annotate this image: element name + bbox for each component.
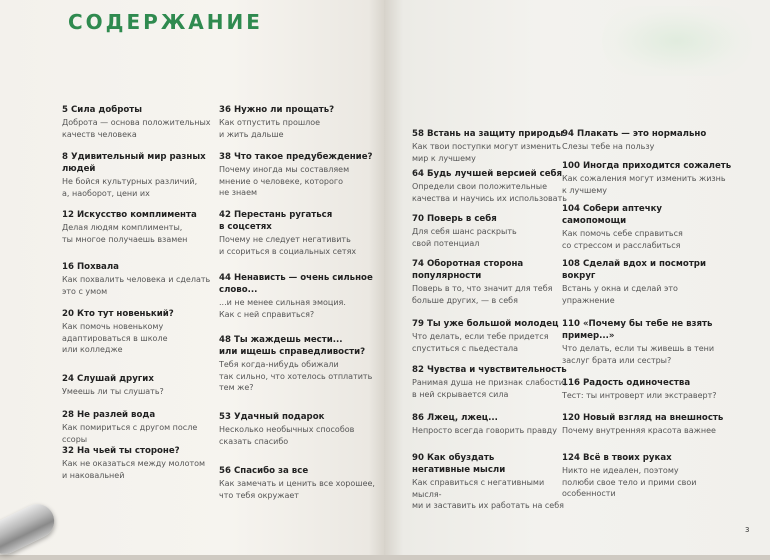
- toc-entry: [219, 465, 379, 501]
- toc-entry-description-line: ми и заставить их работать на себя: [412, 501, 564, 510]
- toc-page-number: 79: [412, 319, 424, 329]
- toc-entry-title-line: Всё в твоих руках: [582, 453, 672, 463]
- toc-page-number: 104: [562, 204, 580, 214]
- toc-entry-heading: [412, 412, 572, 424]
- toc-entry-description: [62, 321, 222, 356]
- toc-entry: [412, 258, 572, 306]
- toc-entry: [219, 272, 379, 320]
- toc-page-number: 120: [562, 413, 580, 423]
- toc-entry-title-line: в соцсетях: [219, 222, 272, 232]
- toc-entry-description-line: так сильно, что хотелось отплатить: [219, 371, 373, 381]
- page-title: СОДЕРЖАНИЕ: [68, 10, 263, 34]
- toc-entry-title-line: «Почему бы тебе не взять: [582, 319, 713, 329]
- toc-entry-description-line: Как помириться с другом после ссоры: [62, 423, 198, 444]
- toc-entry: [62, 445, 222, 481]
- toc-entry-title-line: Искусство комплимента: [76, 210, 197, 220]
- toc-entry-description-line: Как справиться с негативными мысля-: [412, 478, 545, 499]
- toc-entry: [219, 151, 379, 199]
- toc-page-number: 5: [62, 105, 68, 115]
- toc-entry-heading: [562, 128, 732, 140]
- toc-entry-description-line: Как с ней справиться?: [219, 309, 315, 319]
- toc-page-number: 56: [219, 466, 231, 476]
- toc-page-number: 28: [62, 410, 74, 420]
- toc-entry-description-line: Несколько необычных способов: [219, 425, 355, 434]
- toc-entry-description: [412, 425, 572, 437]
- toc-entry-title-line: Похвала: [76, 262, 119, 272]
- toc-entry-title-line: На чьей ты стороне?: [76, 446, 180, 456]
- toc-entry-heading: [562, 203, 732, 227]
- toc-entry-title-line: самопомощи: [562, 216, 627, 226]
- toc-page-number: 58: [412, 129, 424, 139]
- toc-entry-title-line: негативные мысли: [412, 465, 506, 475]
- toc-entry: [562, 203, 732, 251]
- toc-entry-description: [412, 477, 572, 512]
- toc-entry-description-line: больше других, — в себя: [412, 295, 518, 305]
- toc-entry-description-line: качеств человека: [62, 129, 137, 139]
- toc-entry: [412, 318, 572, 354]
- toc-page-number: 100: [562, 161, 580, 171]
- toc-entry-title-line: Ненависть — очень сильное: [233, 273, 373, 283]
- toc-entry-description-line: Как сожаления могут изменить жизнь: [562, 174, 726, 183]
- toc-entry: [62, 308, 222, 356]
- toc-page-number: 8: [62, 152, 68, 162]
- toc-entry-heading: [219, 334, 379, 358]
- toc-entry-heading: [219, 151, 379, 163]
- toc-entry-description-line: спуститься с пьедестала: [412, 343, 518, 353]
- toc-page-number: 124: [562, 453, 580, 463]
- toc-entry-description-line: Слезы тебе на пользу: [562, 142, 655, 151]
- toc-entry-description: [562, 141, 732, 153]
- toc-entry-description-line: Как не оказаться между молотом: [62, 459, 206, 468]
- toc-entry-description-line: Как помочь себе справиться: [562, 229, 683, 238]
- toc-entry-title-line: пример...»: [562, 331, 615, 341]
- toc-entry-description-line: и жить дальше: [219, 129, 284, 139]
- toc-entry-title-line: Сила доброты: [70, 105, 143, 115]
- toc-entry-description-line: Почему внутренняя красота важнее: [562, 426, 716, 435]
- toc-entry-description-line: заслуг брата или сестры?: [562, 355, 672, 365]
- toc-entry-description-line: и ссориться в социальных сетях: [219, 246, 357, 256]
- toc-entry: [219, 209, 379, 257]
- toc-entry-description-line: Ранимая душа не признак слабости,: [412, 378, 567, 387]
- toc-entry-description-line: Умеешь ли ты слушать?: [62, 387, 164, 396]
- toc-entry-description-line: особенности: [562, 489, 616, 498]
- toc-entry-heading: [562, 452, 732, 464]
- toc-entry-description: [219, 234, 379, 257]
- toc-entry-heading: [62, 209, 222, 221]
- toc-entry-description: [562, 390, 732, 402]
- toc-entry-description-line: что тебя окружает: [219, 490, 299, 500]
- toc-entry-heading: [412, 258, 572, 282]
- toc-entry-description-line: Поверь в то, что значит для тебя: [412, 284, 553, 293]
- toc-page-number: 24: [62, 374, 74, 384]
- toc-entry-description-line: это с умом: [62, 286, 108, 296]
- toc-entry: [219, 334, 379, 394]
- page-number: 3: [745, 526, 750, 534]
- toc-page-number: 110: [562, 319, 580, 329]
- toc-entry-heading: [412, 168, 572, 180]
- toc-entry-title-line: Не разлей вода: [76, 410, 156, 420]
- toc-entry: [562, 160, 732, 196]
- toc-entry-description: [62, 274, 222, 297]
- toc-entry-description-line: со стрессом и расслабиться: [562, 240, 681, 250]
- toc-entry-title-line: слово...: [219, 285, 258, 295]
- toc-entry-title-line: Нужно ли прощать?: [233, 105, 335, 115]
- toc-entry-description-line: Как отпустить прошлое: [219, 118, 321, 127]
- toc-entry-description-line: а, наоборот, цени их: [62, 188, 150, 198]
- toc-entry-description-line: свой потенциал: [412, 238, 480, 248]
- toc-entry: [62, 209, 222, 245]
- toc-entry-description: [412, 141, 572, 164]
- toc-entry-description-line: Тест: ты интроверт или экстраверт?: [562, 391, 717, 400]
- toc-entry-description-line: Непросто всегда говорить правду: [412, 426, 557, 435]
- toc-entry-title-line: или ищешь справедливости?: [219, 347, 366, 357]
- toc-entry-heading: [562, 258, 732, 282]
- toc-entry-title-line: Ты уже большой молодец: [426, 319, 559, 329]
- toc-entry-description-line: адаптироваться в школе: [62, 333, 168, 343]
- toc-entry-description: [62, 386, 222, 398]
- toc-entry-heading: [219, 209, 379, 233]
- toc-entry: [62, 151, 222, 199]
- toc-entry-title-line: Собери аптечку: [582, 204, 663, 214]
- toc-entry-description-line: Как твои поступки могут изменить: [412, 142, 561, 151]
- toc-entry-description-line: или колледже: [62, 345, 123, 354]
- toc-page-number: 20: [62, 309, 74, 319]
- toc-entry-description-line: полюби свое тело и прими свои: [562, 477, 697, 487]
- toc-page-number: 16: [62, 262, 74, 272]
- toc-entry: [62, 373, 222, 398]
- toc-entry-heading: [412, 452, 572, 476]
- toc-entry-title-line: Встань на защиту природы: [426, 129, 564, 139]
- toc-entry: [412, 364, 572, 400]
- toc-entry-heading: [62, 151, 222, 175]
- toc-entry-title-line: вокруг: [562, 271, 596, 281]
- toc-entry-title-line: Лжец, лжец...: [426, 413, 498, 423]
- toc-entry-description: [62, 176, 222, 199]
- toc-entry-description: [412, 283, 572, 306]
- toc-page-number: 32: [62, 446, 74, 456]
- toc-entry-description: [62, 458, 222, 481]
- toc-entry-description-line: Никто не идеален, поэтому: [562, 466, 679, 475]
- toc-entry-title-line: Радость одиночества: [582, 378, 691, 388]
- toc-entry-heading: [62, 261, 222, 273]
- toc-entry-description-line: Не бойся культурных различий,: [62, 177, 198, 186]
- toc-entry-heading: [219, 465, 379, 477]
- toc-entry-description-line: Доброта — основа положительных: [62, 118, 211, 127]
- toc-entry-description-line: ты многое получаешь взамен: [62, 234, 188, 244]
- toc-entry: [412, 213, 572, 249]
- toc-entry-description: [62, 422, 222, 445]
- toc-entry-description: [562, 465, 732, 500]
- toc-entry-heading: [562, 377, 732, 389]
- toc-entry-description: [562, 173, 732, 196]
- toc-entry-description: [62, 222, 222, 245]
- toc-entry-description-line: Встань у окна и сделай это: [562, 284, 678, 293]
- toc-entry-heading: [62, 373, 222, 385]
- toc-page-number: 12: [62, 210, 74, 220]
- toc-entry-heading: [412, 128, 572, 140]
- toc-entry: [219, 411, 379, 447]
- toc-entry-heading: [62, 104, 222, 116]
- toc-entry: [562, 412, 732, 437]
- toc-entry-title-line: Ты жаждешь мести...: [233, 335, 343, 345]
- toc-entry-description-line: не знаем: [219, 188, 258, 197]
- toc-entry-description: [62, 117, 222, 140]
- toc-entry: [412, 412, 572, 437]
- toc-entry-description: [412, 331, 572, 354]
- toc-page-number: 48: [219, 335, 231, 345]
- toc-entry-title-line: Плакать — это нормально: [576, 129, 707, 139]
- toc-entry-title-line: Иногда приходится сожалеть: [582, 161, 732, 171]
- toc-entry-title-line: Новый взгляд на внешность: [582, 413, 724, 423]
- toc-entry-description: [562, 283, 732, 306]
- toc-entry: [562, 452, 732, 500]
- toc-page-number: 44: [219, 273, 231, 283]
- toc-entry-title-line: Оборотная сторона: [426, 259, 524, 269]
- toc-entry-title-line: Поверь в себя: [426, 214, 497, 224]
- toc-page-number: 42: [219, 210, 231, 220]
- toc-entry-description-line: Как похвалить человека и сделать: [62, 275, 211, 284]
- toc-entry-heading: [219, 104, 379, 116]
- toc-entry-title-line: популярности: [412, 271, 482, 281]
- toc-entry-description: [412, 181, 572, 204]
- toc-entry: [62, 261, 222, 297]
- toc-entry-description-line: Делая людям комплименты,: [62, 223, 183, 232]
- toc-entry: [62, 104, 222, 140]
- toc-entry-description-line: Как замечать и ценить все хорошее,: [219, 479, 375, 488]
- toc-entry-description-line: к лучшему: [562, 185, 607, 195]
- toc-entry-title-line: людей: [62, 164, 96, 174]
- toc-entry-heading: [62, 308, 222, 320]
- toc-entry-heading: [562, 160, 732, 172]
- toc-entry-description-line: мир к лучшему: [412, 153, 476, 163]
- toc-entry-title-line: Удачный подарок: [233, 412, 325, 422]
- toc-entry-description-line: сказать спасибо: [219, 436, 289, 446]
- toc-entry: [62, 409, 222, 445]
- toc-entry-description-line: Как помочь новенькому: [62, 322, 164, 331]
- toc-entry-description-line: Что делать, если тебе придется: [412, 332, 549, 341]
- toc-entry-description: [562, 343, 732, 366]
- toc-entry-description-line: Почему не следует негативить: [219, 235, 351, 244]
- toc-page-number: 38: [219, 152, 231, 162]
- toc-page-number: 53: [219, 412, 231, 422]
- toc-entry: [562, 377, 732, 402]
- toc-page-number: 86: [412, 413, 424, 423]
- toc-entry-description: [219, 117, 379, 140]
- toc-entry-heading: [412, 364, 572, 376]
- toc-entry-description-line: Тебя когда-нибудь обижали: [219, 360, 339, 369]
- toc-entry-title-line: Удивительный мир разных: [70, 152, 206, 162]
- toc-page-number: 70: [412, 214, 424, 224]
- toc-entry-title-line: Чувства и чувствительность: [426, 365, 567, 375]
- toc-entry-description-line: упражнение: [562, 295, 615, 305]
- toc-entry: [562, 128, 732, 153]
- toc-page-number: 74: [412, 259, 424, 269]
- toc-entry: [412, 168, 572, 204]
- toc-entry-title-line: Будь лучшей версией себя: [426, 169, 563, 179]
- toc-entry-description-line: Что делать, если ты живешь в тени: [562, 344, 715, 353]
- toc-entry-heading: [62, 445, 222, 457]
- toc-entry-description-line: мнение о человеке, которого: [219, 176, 344, 186]
- decorative-leaf-watermark: [602, 6, 752, 76]
- toc-entry: [219, 104, 379, 140]
- toc-entry: [562, 318, 732, 366]
- toc-entry-description-line: в ней скрывается сила: [412, 389, 509, 399]
- toc-entry: [412, 128, 572, 164]
- toc-entry-description-line: Определи свои положительные: [412, 182, 548, 191]
- toc-entry-heading: [412, 318, 572, 330]
- toc-entry-description: [219, 478, 379, 501]
- toc-entry-description: [219, 297, 379, 320]
- toc-page-number: 108: [562, 259, 580, 269]
- toc-entry-title-line: Что такое предубеждение?: [233, 152, 373, 162]
- toc-entry-title-line: Спасибо за все: [233, 466, 309, 476]
- toc-entry-title-line: Сделай вдох и посмотри: [582, 259, 706, 269]
- toc-page-number: 94: [562, 129, 574, 139]
- toc-entry-description: [219, 164, 379, 199]
- toc-entry-heading: [62, 409, 222, 421]
- toc-entry-description-line: Для себя шанс раскрыть: [412, 227, 517, 236]
- toc-entry-description-line: и наковальней: [62, 470, 125, 480]
- toc-entry-title-line: Перестань ругаться: [233, 210, 333, 220]
- toc-entry-heading: [412, 213, 572, 225]
- toc-entry: [412, 452, 572, 512]
- toc-entry-description: [219, 359, 379, 394]
- toc-entry-title-line: Как обуздать: [426, 453, 495, 463]
- toc-entry-description-line: Почему иногда мы составляем: [219, 165, 350, 174]
- toc-entry-description: [219, 424, 379, 447]
- toc-entry-description-line: тем же?: [219, 383, 254, 392]
- toc-entry-heading: [219, 411, 379, 423]
- toc-entry-title-line: Слушай других: [76, 374, 154, 384]
- toc-page-number: 116: [562, 378, 580, 388]
- toc-entry-title-line: Кто тут новенький?: [76, 309, 174, 319]
- toc-entry-description: [562, 228, 732, 251]
- toc-entry-description-line: ...и не менее сильная эмоция.: [219, 298, 346, 307]
- toc-entry-description-line: качества и научись их использовать: [412, 193, 567, 203]
- toc-entry-description: [412, 226, 572, 249]
- toc-page-number: 64: [412, 169, 424, 179]
- toc-entry-heading: [219, 272, 379, 296]
- toc-entry-description: [412, 377, 572, 400]
- toc-entry-description: [562, 425, 732, 437]
- toc-page-number: 36: [219, 105, 231, 115]
- toc-entry: [562, 258, 732, 306]
- toc-page-number: 90: [412, 453, 424, 463]
- toc-page-number: 82: [412, 365, 424, 375]
- toc-entry-heading: [562, 318, 732, 342]
- toc-entry-heading: [562, 412, 732, 424]
